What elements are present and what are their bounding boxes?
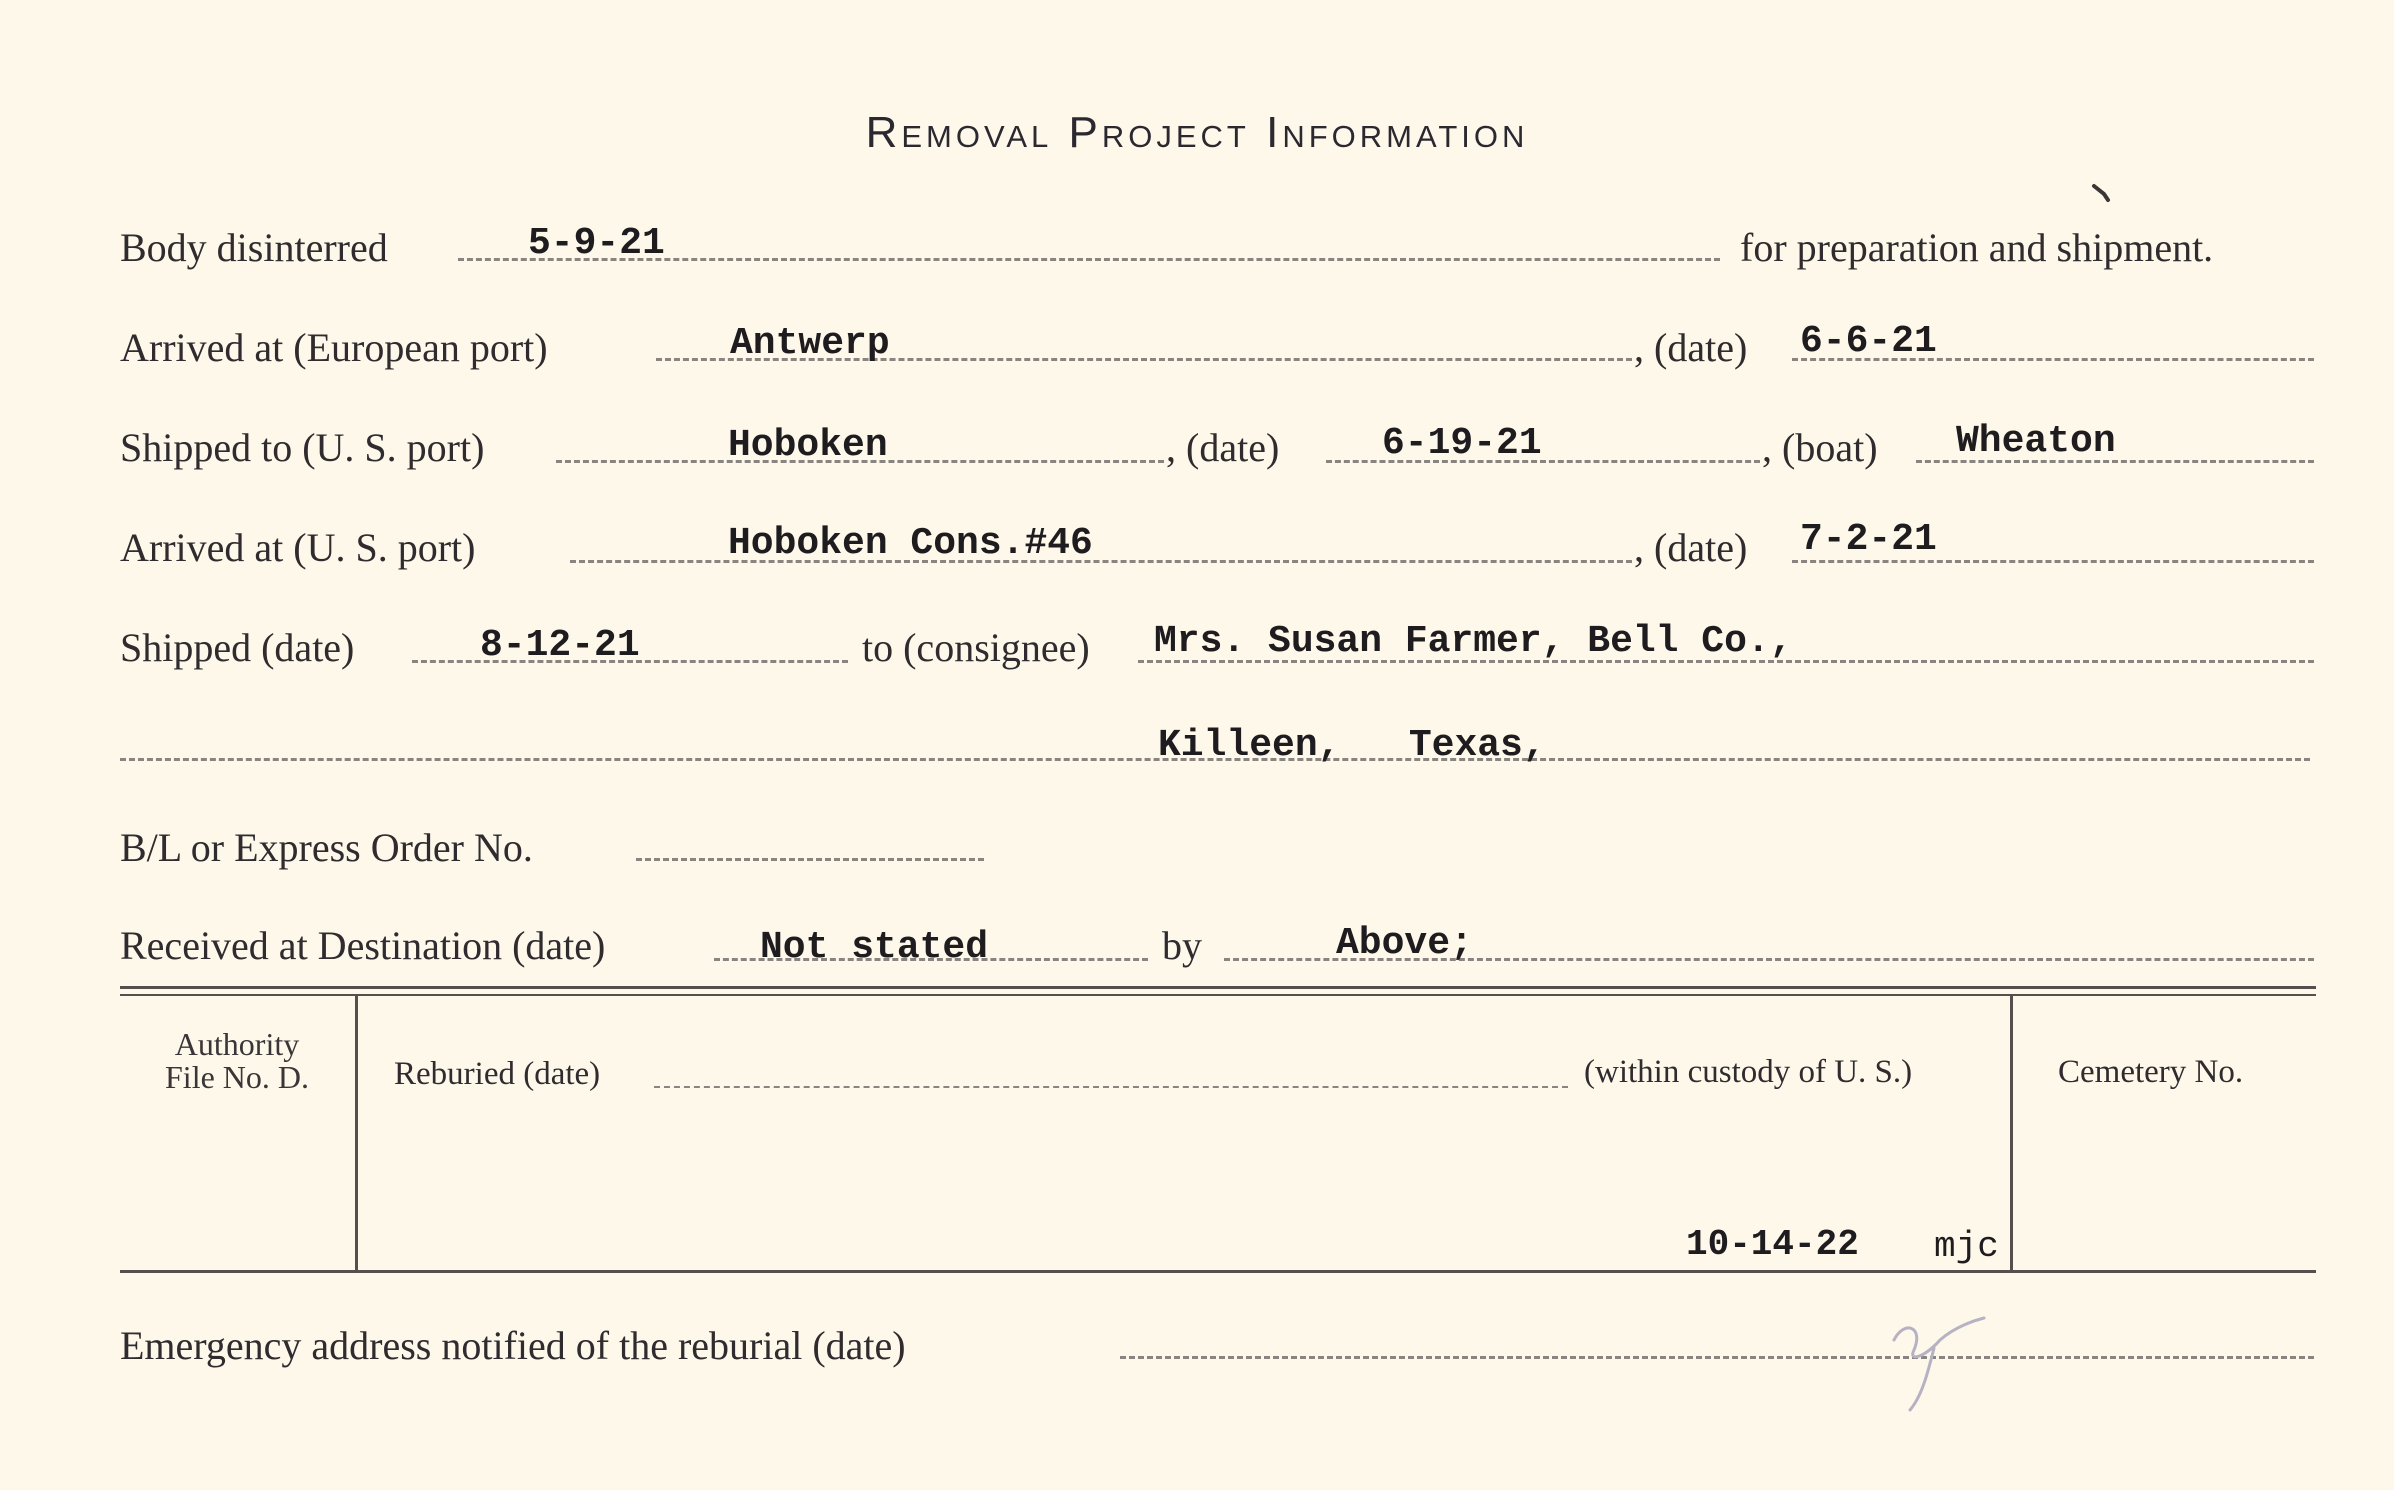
stamp-initials: mjc bbox=[1934, 1226, 1999, 1267]
by-value: Above; bbox=[1336, 922, 1473, 965]
emergency-label: Emergency address notified of the reburial (date) bbox=[120, 1323, 906, 1368]
emergency-line bbox=[1120, 1356, 2314, 1359]
received-label: Received at Destination (date) bbox=[120, 923, 606, 968]
body-disinterred-suffix: for preparation and shipment. bbox=[1740, 225, 2214, 270]
consignee-value: Mrs. Susan Farmer, Bell Co., bbox=[1154, 620, 1793, 663]
body-disinterred-label: Body disinterred bbox=[120, 225, 388, 270]
shipped-us-date-value: 6-19-21 bbox=[1382, 422, 1542, 465]
boat-value: Wheaton bbox=[1956, 420, 2116, 463]
arrived-eu-date-value: 6-6-21 bbox=[1800, 320, 1937, 363]
by-label: by bbox=[1162, 923, 1202, 968]
arrived-us-date-value: 7-2-21 bbox=[1800, 518, 1937, 561]
shipped-us-date-label: , (date) bbox=[1166, 425, 1280, 470]
stamp-date: 10-14-22 bbox=[1686, 1224, 1859, 1265]
arrived-us-date-label: , (date) bbox=[1634, 525, 1748, 570]
ink-speck-icon bbox=[2090, 180, 2114, 204]
consignee-label: to (consignee) bbox=[862, 625, 1090, 670]
shipped-us-value: Hoboken bbox=[728, 424, 888, 467]
arrived-eu-label: Arrived at (European port) bbox=[120, 325, 548, 370]
arrived-us-value: Hoboken Cons.#46 bbox=[728, 522, 1093, 565]
arrived-eu-date-label: , (date) bbox=[1634, 325, 1748, 370]
shipped-date-label: Shipped (date) bbox=[120, 625, 355, 670]
handwritten-mark-icon bbox=[1884, 1310, 1994, 1414]
table-divider-left bbox=[355, 996, 358, 1270]
body-disinterred-value: 5-9-21 bbox=[528, 222, 665, 265]
authority-label bbox=[130, 1028, 344, 1094]
received-value: Not stated bbox=[760, 926, 989, 969]
authority-label-line2: File No. D. bbox=[165, 1059, 309, 1095]
card-title bbox=[0, 108, 2394, 158]
reburied-line bbox=[654, 1086, 1568, 1088]
arrived-us-label: Arrived at (U. S. port) bbox=[120, 525, 476, 570]
shipped-date-value: 8-12-21 bbox=[480, 624, 640, 667]
arrived-eu-value: Antwerp bbox=[730, 322, 890, 365]
reburied-label: Reburied (date) bbox=[394, 1056, 601, 1092]
table-top-rule bbox=[120, 986, 2316, 989]
authority-label-line1: Authority bbox=[174, 1026, 300, 1062]
cemetery-label: Cemetery No. bbox=[2058, 1054, 2244, 1090]
boat-label: , (boat) bbox=[1762, 425, 1878, 470]
bl-line bbox=[636, 858, 984, 861]
table-divider-right bbox=[2010, 996, 2013, 1270]
consignee-value-line2: Killeen, Texas, bbox=[1158, 724, 1546, 767]
card-title-text: Removal Project Information bbox=[865, 108, 1529, 157]
shipped-us-label: Shipped to (U. S. port) bbox=[120, 425, 485, 470]
custody-label: (within custody of U. S.) bbox=[1584, 1054, 1913, 1090]
table-top-rule-2 bbox=[120, 994, 2316, 996]
bl-label: B/L or Express Order No. bbox=[120, 825, 533, 870]
table-bottom-rule bbox=[120, 1270, 2316, 1273]
